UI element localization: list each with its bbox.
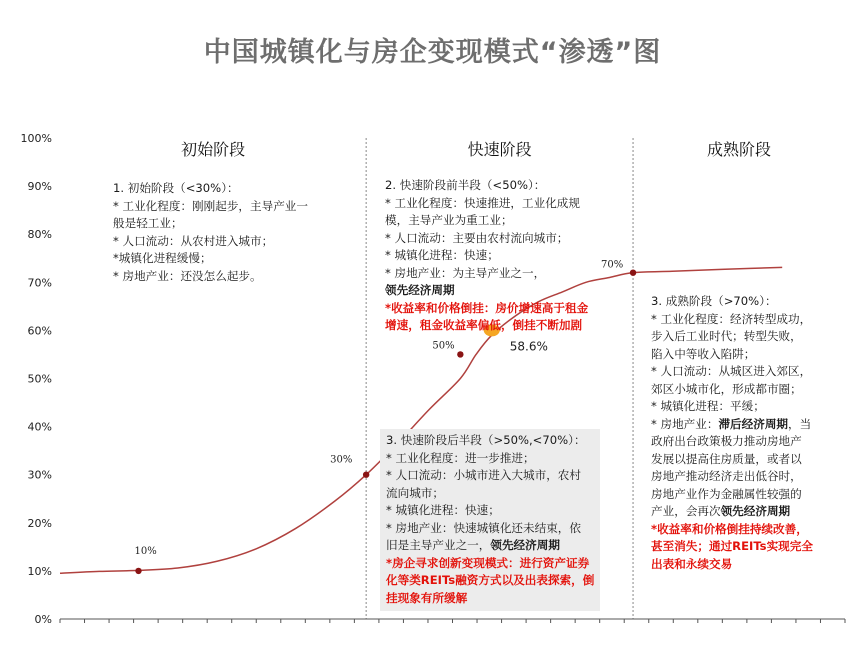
stage2b-line: * 人口流动：小城市进入大城市，农村	[386, 468, 581, 482]
stage2a-red-line: *收益率和价格倒挂：房价增速高于租金	[385, 300, 589, 315]
y-tick-label: 70%	[27, 276, 52, 290]
stage1-textbox	[113, 180, 308, 285]
stage2b-textbox	[380, 429, 600, 611]
stage3-mixed-b-plain: 产业，会再次	[651, 504, 721, 518]
stage2b-line: * 房地产业：快速城镇化还未结束，依	[386, 520, 581, 535]
stage1-line: *城镇化进程缓慢；	[113, 251, 212, 265]
stage2b-title: 3. 快速阶段后半段（>50%,<70%）：	[386, 433, 586, 447]
stage3-line: * 城镇化进程：平缓；	[651, 399, 765, 413]
stage2b-mixed-line	[386, 537, 594, 555]
page-title: 中国城镇化与房企变现模式“渗透”图	[203, 37, 662, 68]
milestone-dot	[630, 269, 636, 275]
y-tick-label: 10%	[27, 564, 52, 578]
stage2b-line: * 城镇化进程：快速；	[386, 503, 500, 517]
stage2b-mixed-plain: 旧是主导产业之一，	[386, 538, 491, 552]
stage2a-line: * 工业化程度：快速推进，工业化成规	[385, 195, 580, 210]
milestone-label: 30%	[330, 454, 353, 466]
stage3-mixed-a	[651, 416, 813, 434]
stage3-title: 3. 成熟阶段（>70%）：	[651, 294, 777, 308]
stage2b-red-line: *房企寻求创新变现模式：进行资产证券	[386, 555, 590, 570]
stage2a-red-line: 增速，租金收益率偏低，倒挂不断加剧	[385, 318, 583, 332]
y-tick-label: 100%	[20, 132, 52, 145]
stage3-line2: 发展以提高住房质量，或者以	[651, 451, 802, 466]
stage3-line: 郊区小城市化，形成都市圈；	[651, 381, 802, 396]
stage3-mixed-a-bold: 滞后经济周期	[718, 416, 789, 431]
stage3-mixed-b-bold: 领先经济周期	[720, 504, 791, 518]
stage1-line: 般是轻工业；	[113, 216, 183, 230]
stage2a-line: 模，主导产业为重工业；	[385, 213, 513, 227]
stage3-mixed-a-plain: * 房地产业：	[651, 416, 719, 431]
stage2a-line: * 城镇化进程：快速；	[385, 248, 499, 262]
y-tick-label: 0%	[34, 613, 52, 626]
stage1-title: 1. 初始阶段（<30%）：	[113, 181, 239, 195]
stage3-line: * 工业化程度：经济转型成功，	[651, 311, 812, 326]
stage1-line: * 工业化程度：刚刚起步，主导产业一	[113, 198, 308, 213]
y-tick-label: 40%	[27, 420, 52, 434]
y-tick-label: 60%	[27, 324, 52, 338]
y-tick-label: 50%	[27, 372, 52, 386]
stage2b-mixed-bold: 领先经济周期	[490, 538, 560, 552]
stage3-line: * 人口流动：从城区进入郊区，	[651, 364, 812, 378]
milestone-label: 70%	[601, 259, 624, 271]
stage2a-title: 2. 快速阶段前半段（<50%）：	[385, 178, 546, 192]
stage3-textbox	[651, 293, 813, 573]
milestone-label: 50%	[432, 340, 455, 352]
stage3-line: 步入后工业时代；转型失败，	[651, 329, 802, 343]
stage3-line2: 政府出台政策极力推动房地产	[651, 434, 802, 448]
current-point-label: 58.6%	[509, 339, 548, 354]
stage-heading: 初始阶段	[181, 139, 246, 159]
stage3-red-line: 甚至消失；通过REITs实现完全	[651, 539, 813, 553]
stage3-mixed-b	[651, 503, 813, 521]
stage3-line2: 房地产推动经济走出低谷时，	[651, 469, 802, 483]
stage2a-bold-line: 领先经济周期	[385, 283, 455, 297]
stage-heading: 成熟阶段	[707, 139, 772, 159]
milestone-dot	[363, 472, 369, 478]
stage2b-line: * 工业化程度：进一步推进；	[386, 450, 535, 465]
stage2b-line: 流向城市；	[386, 485, 444, 500]
stage3-mixed-a-tail: ，当	[788, 416, 812, 431]
stage3-red-line: *收益率和价格倒挂持续改善，	[651, 521, 808, 536]
y-tick-label: 20%	[27, 516, 52, 530]
stage3-line: 陷入中等收入陷阱；	[651, 346, 756, 361]
milestone-dot	[457, 351, 463, 357]
stage2a-line: * 房地产业：为主导产业之一，	[385, 265, 546, 280]
stage2a-textbox	[385, 177, 588, 335]
milestone-dot	[135, 568, 141, 574]
stage3-line2: 房地产业作为金融属性较强的	[651, 486, 802, 501]
y-tick-label: 30%	[27, 468, 52, 482]
y-tick-label: 80%	[27, 228, 52, 242]
stage1-line: * 人口流动：从农村进入城市；	[113, 233, 274, 248]
milestone-label: 10%	[134, 545, 157, 557]
stage3-red-line: 出表和永续交易	[651, 556, 733, 571]
stage2b-red-line: 化等类REITs融资方式以及出表探索，倒	[386, 573, 595, 587]
stage2a-line: * 人口流动：主要由农村流向城市；	[385, 230, 569, 245]
stage1-line: * 房地产业：还没怎么起步。	[113, 268, 262, 283]
stage-heading: 快速阶段	[467, 139, 532, 159]
stage2b-red-line: 挂现象有所缓解	[386, 590, 468, 605]
y-tick-label: 90%	[27, 180, 52, 194]
